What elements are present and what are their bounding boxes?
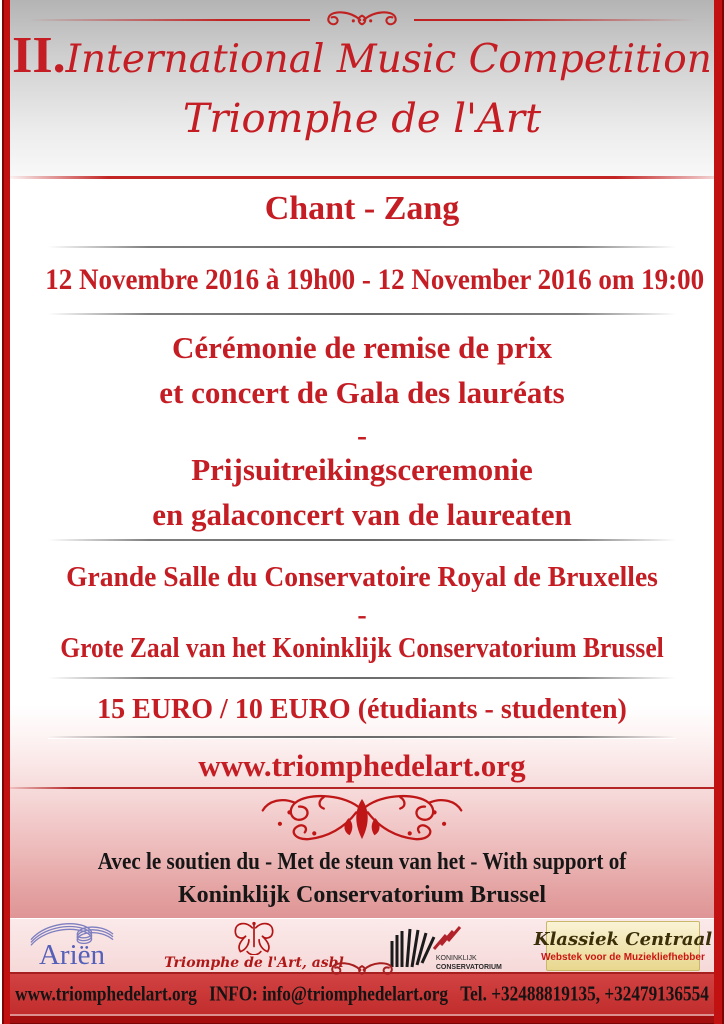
ceremony-fr-line1: Cérémonie de remise de prix: [172, 330, 552, 365]
bottom-border-strip: [0, 1014, 724, 1024]
scroll-flourish-icon: [310, 8, 414, 32]
divider-gray-3: [48, 539, 676, 541]
title-text: International Music Competition: [65, 37, 712, 82]
damask-flourish-icon: [0, 791, 724, 854]
contact-website: www.triomphedelart.org: [15, 981, 197, 1006]
contact-phone: Tel. +32488819135, +32479136554: [460, 981, 709, 1006]
top-ornament-row: [28, 8, 696, 32]
klassiek-logo-tagline: Webstek voor de Muziekliefhebber: [541, 951, 705, 963]
website-line: www.triomphedelart.org: [198, 748, 526, 783]
ceremony-fr-line2: et concert de Gala des lauréats: [159, 375, 565, 410]
divider-gray-1: [48, 246, 676, 248]
category-line: Chant - Zang: [264, 190, 460, 227]
bottom-scroll-flourish-icon: [0, 959, 724, 986]
conservatorium-line2: CONSERVATORIUM: [435, 963, 502, 971]
datetime-line: 12 Novembre 2016 à 19h00 - 12 November 2016 om 19:00: [45, 263, 705, 296]
support-line2: Koninklijk Conservatorium Brussel: [177, 882, 547, 908]
conservatorium-line1: KONINKLIJK: [435, 955, 477, 963]
divider-gray-2: [48, 313, 676, 315]
triomphe-emblem-icon: [225, 921, 283, 955]
venue-nl-line: Grote Zaal van het Koninklijk Conservatorium Brussel: [60, 632, 664, 664]
venue-fr-line: Grande Salle du Conservatoire Royal de Bruxelles: [66, 561, 658, 593]
arien-logo-label: Ariën: [38, 939, 106, 971]
ceremony-nl-line1: Prijsuitreikingsceremonie: [191, 452, 533, 487]
support-line1: Avec le soutien du - Met de steun van het - With support of: [97, 849, 627, 875]
poster-subtitle: Triomphe de l'Art: [182, 96, 542, 142]
top-rule-right: [414, 19, 696, 21]
price-line: 15 EURO / 10 EURO (étudiants - studenten): [97, 694, 627, 725]
poster-title: [10, 26, 714, 85]
divider-red-fade: [10, 176, 714, 179]
venue-dash: -: [357, 600, 367, 631]
right-border: [714, 0, 724, 1024]
divider-gray-5: [48, 736, 676, 738]
left-border: [0, 0, 10, 1024]
edition-numeral: II.: [12, 27, 66, 84]
triomphe-logo-label: Triomphe de l'Art, asbl: [164, 955, 344, 971]
divider-red-solid: [10, 787, 714, 789]
top-rule-left: [28, 19, 310, 21]
divider-gray-4: [48, 677, 676, 679]
klassiek-logo-label: Klassiek Centraal: [533, 928, 713, 950]
ceremony-nl-line2: en galaconcert van de laureaten: [152, 497, 572, 532]
contact-email: INFO: info@triomphedelart.org: [209, 981, 449, 1006]
ceremony-dash: -: [357, 419, 367, 452]
